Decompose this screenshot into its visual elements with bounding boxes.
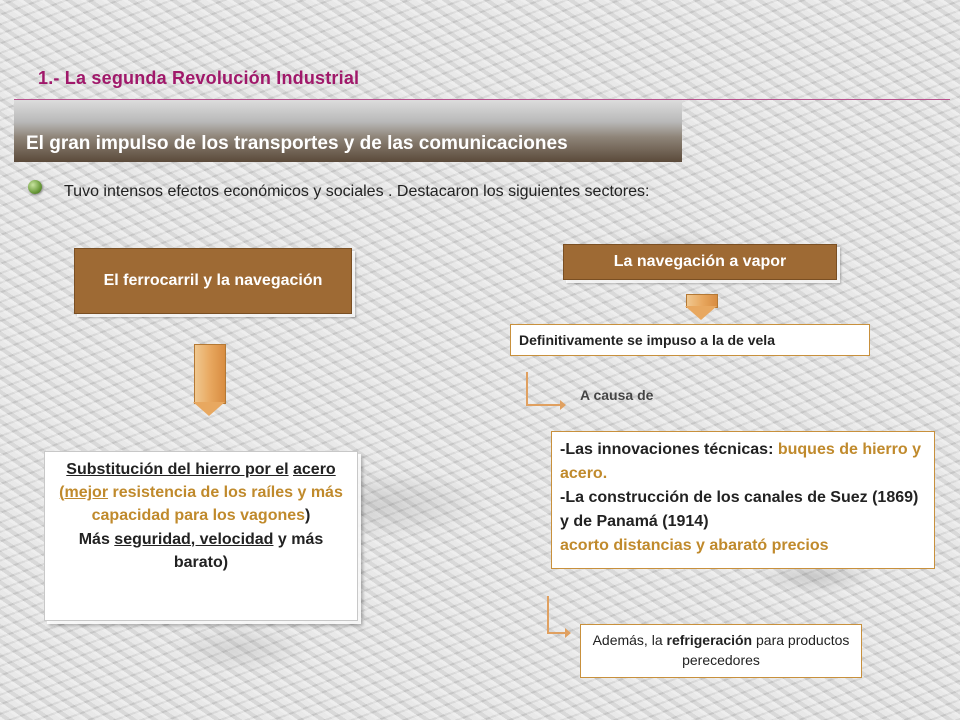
- page-title: 1.- La segunda Revolución Industrial: [38, 68, 360, 88]
- definitive-text: Definitivamente se impuso a la de vela: [519, 332, 775, 348]
- iron-p7: Más: [78, 530, 115, 548]
- elbow-arrow-icon: [526, 372, 562, 406]
- iron-p8: seguridad, velocidad: [114, 530, 274, 548]
- refrig-c: para productos perecedores: [682, 632, 850, 669]
- railway-box-label: El ferrocarril y la navegación: [103, 271, 323, 289]
- refrig-b: refrigeración: [666, 632, 753, 648]
- iron-p4: mejor: [64, 484, 109, 502]
- iron-p1: Substitución del hierro por el: [66, 461, 289, 478]
- iron-p6: ): [305, 507, 311, 525]
- definitive-box: [510, 324, 870, 356]
- steam-navigation-label: La navegación a vapor: [613, 252, 787, 270]
- iron-substitution-box: [44, 451, 358, 621]
- cause-label: A causa de: [580, 387, 654, 403]
- innov-line1a: -Las innovaciones técnicas:: [560, 441, 778, 458]
- innov-line1b: buques de hierro y acero.: [560, 441, 921, 482]
- innovations-box: [551, 431, 935, 569]
- refrigeration-box: [580, 624, 862, 678]
- banner-text: El gran impulso de los transportes y de las comunicaciones: [26, 133, 568, 154]
- bullet-icon: [28, 180, 42, 194]
- refrig-a: Además, la: [592, 632, 667, 648]
- steam-navigation-box: [563, 244, 837, 280]
- railway-box: [74, 248, 352, 314]
- innov-line2b: acorto distancias y abarató precios: [560, 537, 829, 554]
- elbow-arrow-icon: [547, 596, 567, 634]
- intro-text: Tuvo intensos efectos económicos y sociales . Destacaron los siguientes sectores:: [64, 183, 650, 200]
- iron-p5: resistencia de los raíles y más capacidad para los vagones: [91, 484, 343, 525]
- iron-p2: acero: [293, 461, 336, 478]
- iron-p3: (: [59, 484, 65, 502]
- iron-p9: y más barato): [173, 530, 324, 571]
- innov-line2a: -La construcción de los canales de Suez (1869) y de Panamá (1914): [560, 489, 919, 530]
- section-banner: [14, 100, 682, 162]
